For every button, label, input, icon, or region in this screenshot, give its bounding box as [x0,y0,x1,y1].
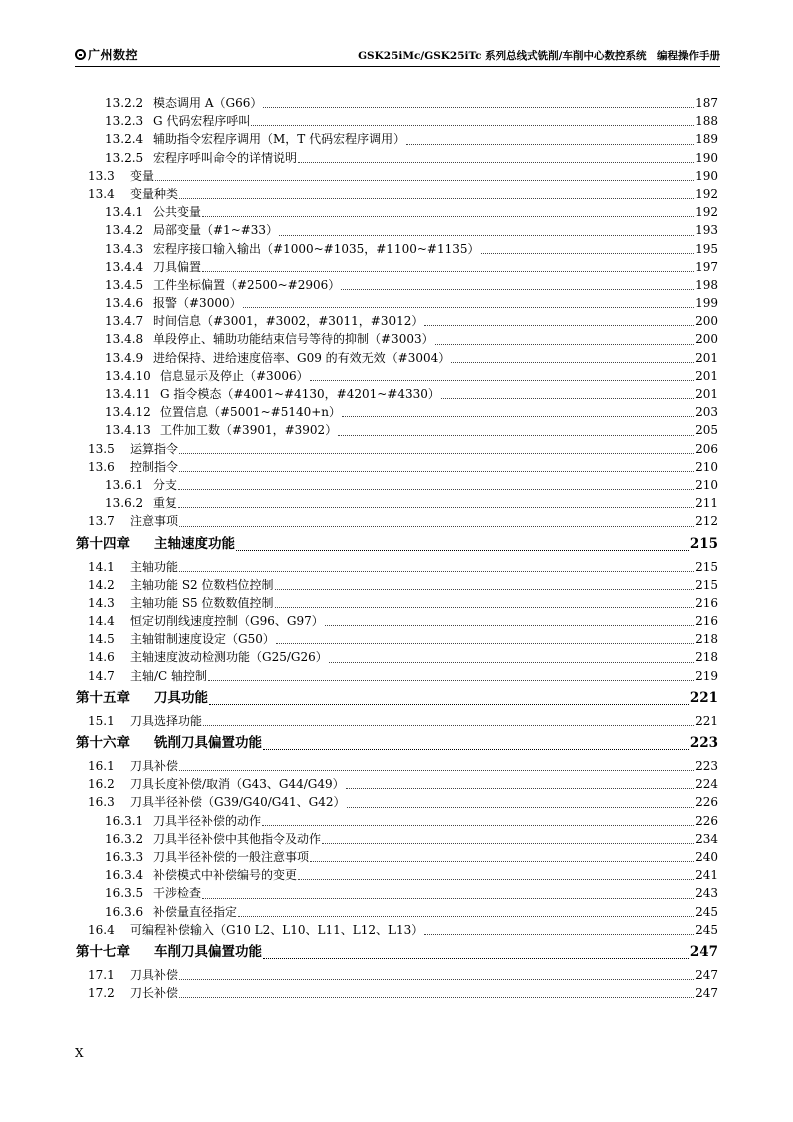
toc-entry-number: 13.4.1 [105,205,144,220]
toc-entry-page: 223 [695,759,718,773]
toc-entry-number: 13.2.4 [105,132,144,147]
toc-entry-number: 13.4.6 [105,296,144,311]
toc-dot-leader [346,774,694,789]
toc-entry-number: 13.4 [88,186,115,201]
toc-entry-number: 14.4 [88,614,115,629]
toc-entry-number: 13.4.8 [105,332,144,347]
toc-entry-number: 第十四章 [76,535,130,552]
toc-entry-page: 218 [695,650,718,665]
toc-dot-leader [279,221,694,236]
toc-dot-leader [338,421,694,436]
toc-dot-leader [238,902,694,917]
toc-entry-page: 247 [689,943,718,960]
toc-entry-title: 宏程序接口输入输出（#1000~#1035，#1100~#1135） [153,241,480,256]
toc-dot-leader [203,711,694,726]
toc-entry-number: 17.2 [88,986,115,1001]
toc-entry-number: 13.4.5 [105,277,144,292]
toc-entry-page: 198 [695,277,718,292]
toc-entry-title: 局部变量（#1~#33） [153,223,279,238]
toc-chapter-entry[interactable] [76,688,718,709]
toc-entry-title: 模态调用 A（G66） [153,96,263,110]
table-of-contents [76,94,718,1002]
toc-entry[interactable] [76,848,718,866]
toc-entry-number: 16.3.1 [105,813,144,828]
toc-entry[interactable] [76,349,718,367]
toc-dot-leader [179,756,694,771]
toc-entry-page: 224 [695,777,718,792]
toc-entry[interactable] [76,984,718,1002]
toc-entry-page: 199 [695,296,718,311]
toc-entry[interactable] [76,149,718,167]
toc-entry[interactable] [76,185,718,203]
logo-mark-icon [75,49,86,60]
toc-dot-leader [209,690,689,705]
toc-entry[interactable] [76,94,718,112]
toc-entry-number: 14.5 [88,632,115,647]
toc-entry[interactable] [76,385,718,403]
toc-entry-title: 主轴/C 轴控制 [130,668,208,683]
toc-entry-title: 刀具半径补偿的动作 [153,813,262,828]
toc-entry[interactable] [76,903,718,921]
toc-entry-title: 工件加工数（#3901，#3902） [160,423,338,438]
toc-entry-title: 重复 [153,496,178,511]
toc-entry-page: 190 [695,150,718,165]
toc-entry-page: 211 [695,496,718,511]
toc-entry-title: 主轴功能 [130,559,179,574]
toc-entry[interactable] [76,812,718,830]
toc-entry[interactable] [76,884,718,902]
toc-entry-page: 245 [695,904,718,919]
toc-entry-title: 报警（#3000） [153,296,242,311]
toc-entry[interactable] [76,330,718,348]
toc-entry-page: 216 [695,595,718,610]
toc-dot-leader [275,575,695,590]
toc-dot-leader [179,983,694,998]
toc-entry-page: 221 [695,713,718,728]
toc-dot-leader [481,239,695,254]
toc-entry-page: 190 [695,168,718,183]
toc-entry-title: 刀具长度补偿/取消（G43、G44/G49） [130,777,345,792]
toc-entry[interactable] [76,458,718,476]
toc-entry-number: 13.3 [88,168,115,183]
toc-entry[interactable] [76,203,718,221]
toc-entry-title: 主轴速度功能 [154,535,235,552]
toc-entry-number: 13.6 [88,459,115,474]
toc-dot-leader [178,493,694,508]
toc-entry-number: 第十七章 [76,943,130,960]
toc-entry-page: 234 [695,831,718,846]
toc-entry-number: 16.3.2 [105,831,144,846]
toc-entry-number: 16.4 [88,922,115,937]
toc-entry-page: 247 [695,967,718,982]
toc-entry-page: 221 [689,689,718,706]
toc-dot-leader [236,536,689,551]
toc-entry-number: 13.4.9 [105,350,144,365]
toc-entry-title: 公共变量 [153,205,202,220]
toc-entry-page: 243 [695,886,718,901]
toc-entry-page: 205 [695,423,718,438]
toc-dot-leader [276,629,694,644]
toc-entry[interactable] [76,240,718,258]
toc-entry-number: 16.1 [88,759,115,773]
toc-entry-page: 240 [695,849,718,864]
toc-entry-number: 13.6.2 [105,496,144,511]
toc-entry[interactable] [76,576,718,594]
toc-dot-leader [342,402,694,417]
toc-entry-page: 187 [695,96,718,110]
toc-entry-title: 刀具补偿 [130,967,179,982]
toc-entry-page: 216 [695,614,718,629]
toc-entry-title: 补偿量直径指定 [153,904,238,919]
toc-entry[interactable] [76,712,718,730]
logo-text: 广州数控 [88,47,139,62]
page-header [75,44,720,67]
toc-entry-number: 13.4.11 [105,387,151,401]
toc-entry-title: 信息显示及停止（#3006） [160,368,309,383]
toc-entry-number: 16.3 [88,795,115,810]
toc-entry[interactable] [76,966,718,984]
toc-entry-page: 226 [695,813,718,828]
toc-entry-number: 13.6.1 [105,477,144,492]
toc-entry-number: 13.5 [88,441,115,456]
toc-entry[interactable] [76,921,718,939]
toc-entry-title: 位置信息（#5001~#5140+n） [160,405,342,420]
toc-entry-number: 13.2.3 [105,114,144,129]
toc-entry-number: 14.7 [88,668,115,683]
toc-entry[interactable] [76,775,718,793]
toc-entry-page: 218 [695,632,718,647]
toc-entry-title: 刀具半径补偿的一般注意事项 [153,849,310,864]
toc-entry-title: 控制指令 [130,459,179,474]
toc-entry-number: 16.3.6 [105,904,144,919]
toc-dot-leader [263,93,694,108]
toc-entry-number: 13.2.2 [105,96,144,110]
toc-entry[interactable] [76,294,718,312]
toc-dot-leader [263,735,689,750]
toc-entry[interactable] [76,512,718,530]
toc-entry-title: 车削刀具偏置功能 [154,943,262,960]
toc-entry-page: 210 [695,477,718,492]
toc-dot-leader [179,184,694,199]
toc-entry-title: 主轴钳制速度设定（G50） [130,632,275,647]
toc-entry-title: 恒定切削线速度控制（G96、G97） [130,614,324,629]
toc-entry[interactable] [76,167,718,185]
toc-entry-number: 13.7 [88,514,115,529]
toc-entry-title: 主轴功能 S2 位数档位控制 [130,577,274,592]
toc-entry-page: 201 [695,387,718,401]
toc-entry-title: 刀具功能 [154,689,208,706]
toc-entry-title: 变量 [130,168,155,183]
toc-entry-title: 干涉检查 [153,886,202,901]
toc-entry-page: 215 [695,559,718,574]
toc-entry-page: 247 [695,986,718,1001]
toc-entry-page: 192 [695,205,718,220]
toc-entry-title: 时间信息（#3001，#3002，#3011，#3012） [153,314,424,329]
toc-entry[interactable] [76,112,718,130]
toc-dot-leader [275,593,695,608]
toc-dot-leader [435,330,694,345]
toc-entry-title: 运算指令 [130,441,179,456]
toc-entry[interactable] [76,757,718,775]
toc-dot-leader [424,311,694,326]
toc-entry-number: 17.1 [88,967,115,982]
toc-entry-number: 13.4.2 [105,223,144,238]
toc-chapter-entry[interactable] [76,534,718,555]
toc-entry[interactable] [76,793,718,811]
toc-entry[interactable] [76,367,718,385]
toc-entry-title: 刀具偏置 [153,259,202,274]
toc-entry-page: 223 [689,735,718,751]
toc-entry-number: 14.3 [88,595,115,610]
toc-entry[interactable] [76,258,718,276]
toc-chapter-entry[interactable] [76,942,718,963]
toc-entry-title: 进给保持、进给速度倍率、G09 的有效无效（#3004） [153,350,451,365]
toc-dot-leader [202,884,694,899]
toc-entry-title: 刀具半径补偿（G39/G40/G41、G42） [130,795,346,810]
toc-dot-leader [406,130,694,145]
toc-entry-number: 16.3.4 [105,868,144,883]
toc-entry[interactable] [76,612,718,630]
toc-entry-number: 13.4.7 [105,314,144,329]
toc-dot-leader [179,965,694,980]
toc-dot-leader [202,257,694,272]
toc-entry-page: 215 [689,535,718,552]
toc-entry-page: 226 [695,795,718,810]
toc-entry[interactable] [76,276,718,294]
toc-entry-number: 14.6 [88,650,115,665]
toc-dot-leader [243,293,694,308]
toc-entry-number: 第十六章 [76,735,130,751]
toc-dot-leader [322,829,694,844]
toc-entry-page: 188 [695,114,718,129]
toc-dot-leader [451,348,694,363]
toc-entry-number: 14.2 [88,577,115,592]
toc-entry[interactable] [76,558,718,576]
toc-dot-leader [263,944,689,959]
toc-entry[interactable] [76,594,718,612]
toc-entry-title: 单段停止、辅助功能结束信号等待的抑制（#3003） [153,332,434,347]
toc-entry-number: 14.1 [88,559,115,574]
toc-entry-title: G 代码宏程序呼叫 [153,114,251,129]
toc-entry-page: 245 [695,922,718,937]
toc-dot-leader [251,111,694,126]
toc-entry-number: 13.4.13 [105,423,151,438]
toc-dot-leader [179,457,694,472]
toc-entry-page: 219 [695,668,718,683]
toc-entry[interactable] [76,312,718,330]
document-title: GSK25iMc/GSK25iTc 系列总线式铣削/车削中心数控系统 编程操作手册 [358,50,720,62]
toc-dot-leader [341,275,694,290]
toc-entry-title: 刀具补偿 [130,759,179,773]
toc-dot-leader [155,166,694,181]
toc-chapter-entry[interactable] [76,733,718,754]
toc-dot-leader [202,202,694,217]
toc-entry-title: 变量种类 [130,186,179,201]
toc-entry-title: 补偿模式中补偿编号的变更 [153,868,298,883]
toc-entry-title: G 指令模态（#4001~#4130，#4201~#4330） [160,387,440,401]
toc-entry-number: 15.1 [88,713,115,728]
toc-entry-page: 193 [695,223,718,238]
toc-entry[interactable] [76,421,718,439]
toc-dot-leader [179,512,694,527]
toc-dot-leader [178,475,694,490]
toc-entry-number: 16.3.5 [105,886,144,901]
toc-entry-page: 197 [695,259,718,274]
toc-entry-page: 200 [695,314,718,329]
page-number: X [75,1046,84,1060]
toc-entry-number: 13.4.4 [105,259,144,274]
toc-entry-title: 宏程序呼叫命令的详情说明 [153,150,298,165]
toc-entry[interactable] [76,440,718,458]
toc-dot-leader [179,557,694,572]
toc-entry-number: 第十五章 [76,689,130,706]
toc-entry[interactable] [76,630,718,648]
toc-entry[interactable] [76,648,718,666]
toc-entry[interactable] [76,221,718,239]
toc-entry-page: 203 [695,405,718,420]
toc-entry-title: 主轴速度波动检测功能（G25/G26） [130,650,328,665]
toc-entry-title: 注意事项 [130,514,179,529]
toc-entry-title: 分支 [153,477,178,492]
toc-entry-title: 主轴功能 S5 位数数值控制 [130,595,274,610]
toc-entry[interactable] [76,476,718,494]
toc-dot-leader [329,648,694,663]
toc-entry-number: 13.4.3 [105,241,144,256]
toc-entry[interactable] [76,130,718,148]
toc-entry-number: 13.4.12 [105,405,151,420]
toc-entry-page: 201 [695,350,718,365]
toc-entry[interactable] [76,866,718,884]
toc-entry-title: 铣削刀具偏置功能 [154,735,262,751]
toc-dot-leader [441,384,694,399]
toc-entry-number: 16.2 [88,777,115,792]
toc-dot-leader [298,865,694,880]
toc-entry-page: 189 [695,132,718,147]
toc-entry-number: 16.3.3 [105,849,144,864]
toc-entry[interactable] [76,494,718,512]
toc-entry-page: 241 [695,868,718,883]
toc-entry-number: 13.4.10 [105,368,151,383]
toc-entry-page: 195 [695,241,718,256]
toc-entry[interactable] [76,830,718,848]
toc-dot-leader [262,811,694,826]
toc-entry-page: 206 [695,441,718,456]
toc-entry[interactable] [76,403,718,421]
toc-dot-leader [179,439,694,454]
toc-entry-page: 212 [695,514,718,529]
toc-entry-page: 215 [695,577,718,592]
toc-entry-page: 201 [695,368,718,383]
toc-entry-title: 工件坐标偏置（#2500~#2906） [153,277,341,292]
toc-entry-title: 刀具选择功能 [130,713,203,728]
toc-dot-leader [298,148,694,163]
toc-entry-title: 辅助指令宏程序调用（M，T 代码宏程序调用） [153,132,406,147]
toc-entry-page: 210 [695,459,718,474]
toc-entry-number: 13.2.5 [105,150,144,165]
toc-entry-title: 刀具半径补偿中其他指令及动作 [153,831,322,846]
toc-dot-leader [310,847,694,862]
toc-entry-page: 192 [695,186,718,201]
toc-entry-title: 可编程补偿输入（G10 L2、L10、L11、L12、L13） [130,922,424,937]
toc-entry[interactable] [76,667,718,685]
toc-entry-page: 200 [695,332,718,347]
toc-dot-leader [424,920,694,935]
toc-dot-leader [310,366,694,381]
toc-dot-leader [208,666,694,681]
toc-entry-title: 刀长补偿 [130,986,179,1001]
toc-dot-leader [347,793,695,808]
toc-dot-leader [325,611,694,626]
company-logo [75,46,138,62]
